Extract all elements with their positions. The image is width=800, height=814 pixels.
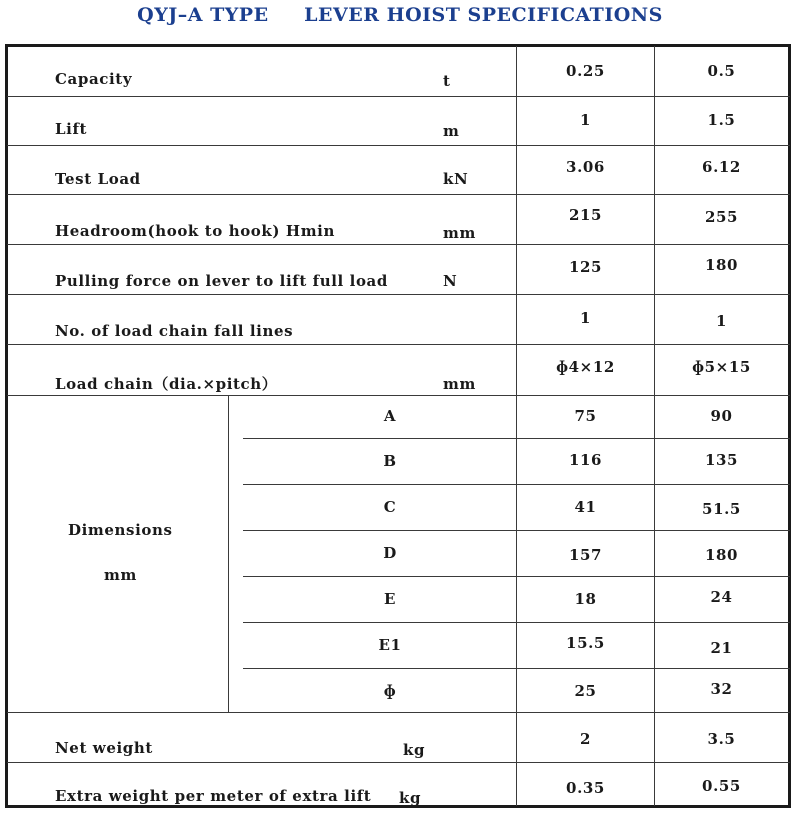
dimensions-unit: mm [104,566,137,584]
row-divider [7,712,790,713]
dimension-value-phi-2: 32 [710,680,733,698]
dimension-value-c-1: 41 [574,498,597,516]
dimension-key-a: A [383,407,397,425]
dimension-value-a-1: 75 [574,407,597,425]
row-label-load-chain: Load chain（dia.×pitch） [55,375,278,393]
row-divider [7,244,790,245]
row-divider [7,194,790,195]
row-label-test-load: Test Load [55,170,141,188]
row-unit-net-weight: kg [403,741,426,759]
row-unit-lift: m [443,122,460,140]
row-divider [7,294,790,295]
dimension-row-divider [243,576,790,577]
row-value-fall-lines-1: 1 [579,309,592,327]
dimension-value-c-2: 51.5 [702,500,741,518]
row-value-test-load-1: 3.06 [566,158,605,176]
dimension-value-b-2: 135 [704,451,739,469]
row-label-headroom: Headroom(hook to hook) Hmin [55,222,335,240]
dimension-key-c: C [383,498,397,516]
row-value-headroom-1: 215 [568,206,603,224]
row-value-headroom-2: 255 [704,208,739,226]
row-label-net-weight: Net weight [55,739,153,757]
dimension-value-e-2: 24 [710,588,733,606]
row-value-net-weight-2: 3.5 [707,730,736,748]
row-value-pulling-force-2: 180 [704,256,739,274]
dimension-value-d-1: 157 [568,546,603,564]
row-value-pulling-force-1: 125 [568,258,603,276]
row-value-extra-weight-2: 0.55 [702,777,741,795]
row-unit-headroom: mm [443,224,476,242]
row-divider [7,344,790,345]
row-value-load-chain-2: ɸ5×15 [692,358,751,376]
row-value-capacity-2: 0.5 [707,62,736,80]
row-unit-load-chain: mm [443,375,476,393]
dimension-row-divider [243,530,790,531]
dimension-key-phi: ɸ [383,682,397,700]
row-value-lift-2: 1.5 [707,111,736,129]
row-unit-capacity: t [443,72,451,90]
dimension-value-e-1: 18 [574,590,597,608]
row-unit-test-load: kN [443,170,469,188]
dimensions-divider [228,395,229,712]
dimension-value-e1-2: 21 [710,639,733,657]
row-value-test-load-2: 6.12 [702,158,741,176]
row-label-capacity: Capacity [55,70,133,88]
row-value-fall-lines-2: 1 [715,312,728,330]
dimension-value-a-2: 90 [710,407,733,425]
dimension-value-e1-1: 15.5 [566,634,605,652]
row-divider [7,96,790,97]
dimension-key-b: B [383,452,397,470]
row-value-net-weight-1: 2 [579,730,592,748]
dimension-row-divider [243,622,790,623]
dimension-key-e1: E1 [378,636,402,654]
row-unit-pulling-force: N [443,272,458,290]
dimensions-label: Dimensions [68,521,173,539]
row-label-extra-weight: Extra weight per meter of extra lift [55,787,372,805]
row-divider [7,762,790,763]
row-label-fall-lines: No. of load chain fall lines [55,322,294,340]
page-title: QYJ–A TYPE LEVER HOIST SPECIFICATIONS [137,4,663,26]
dimension-key-d: D [383,544,397,562]
row-value-capacity-1: 0.25 [566,62,605,80]
row-value-lift-1: 1 [579,111,592,129]
row-divider [7,395,790,396]
row-unit-extra-weight: kg [399,789,422,807]
dimension-value-phi-1: 25 [574,682,597,700]
row-value-load-chain-1: ɸ4×12 [556,358,615,376]
row-divider [7,145,790,146]
dimension-value-d-2: 180 [704,546,739,564]
dimension-row-divider [243,484,790,485]
dimension-row-divider [243,438,790,439]
dimension-value-b-1: 116 [568,451,603,469]
dimension-key-e: E [383,590,397,608]
dimension-row-divider [243,668,790,669]
row-label-lift: Lift [55,120,88,138]
row-value-extra-weight-1: 0.35 [566,779,605,797]
row-label-pulling-force: Pulling force on lever to lift full load [55,272,388,290]
